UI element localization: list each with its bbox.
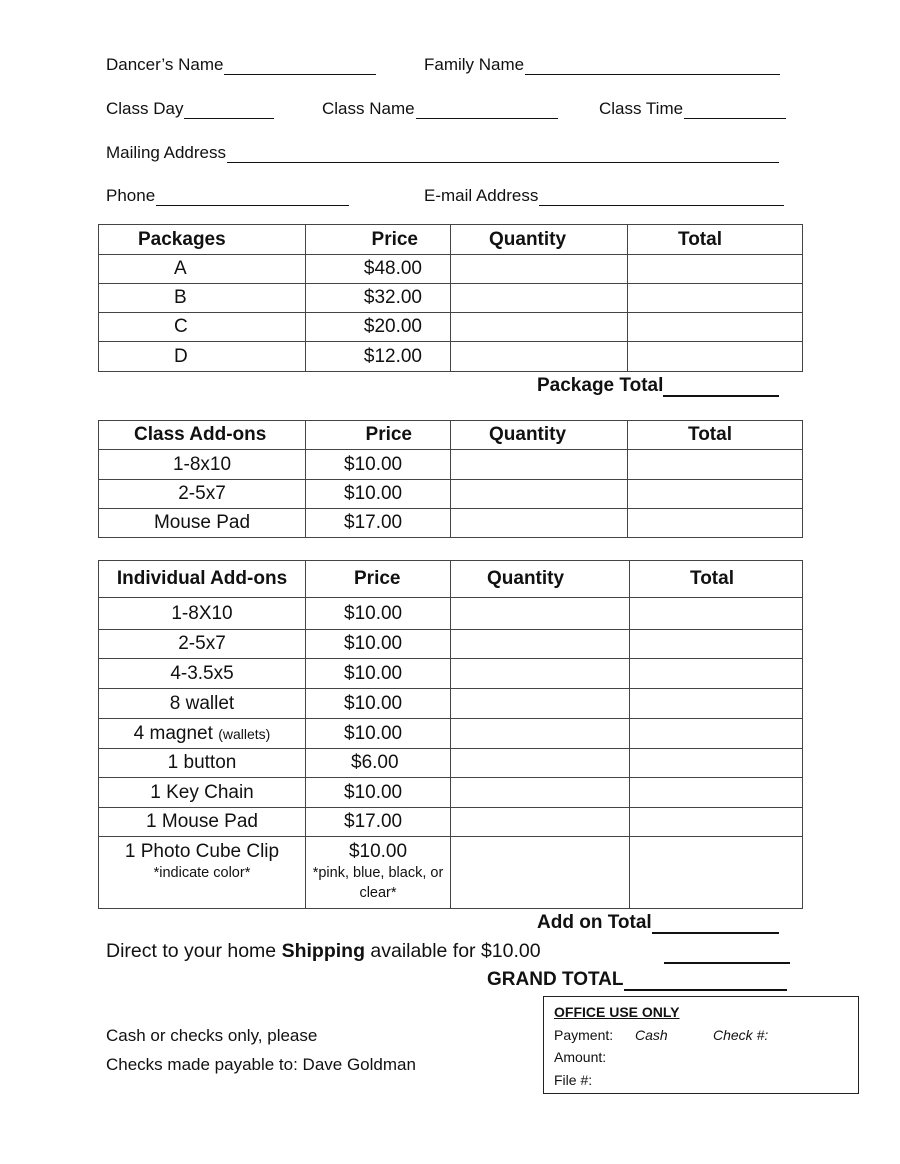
cash-option[interactable]: Cash (635, 1027, 668, 1043)
payment-note-1: Cash or checks only, please (106, 1026, 318, 1045)
shipping-bold: Shipping (281, 940, 365, 962)
table-row (99, 598, 803, 630)
class-addons-header: Class Add-ons (99, 421, 306, 450)
table-row (99, 480, 803, 509)
class-day-line[interactable] (184, 102, 274, 119)
quantity-cell[interactable] (451, 313, 628, 342)
addon-name: 2-5x7 (99, 630, 306, 659)
total-cell[interactable] (630, 719, 803, 749)
addon-price: $17.00 (306, 509, 451, 538)
add-on-total-label: Add on Total (537, 912, 652, 933)
individual-addons-table (98, 560, 803, 909)
total-header: Total (628, 421, 803, 450)
table-header-row (99, 225, 803, 255)
package-name: C (99, 313, 306, 342)
table-row (99, 342, 803, 372)
add-on-total-line[interactable] (652, 914, 779, 934)
packages-header: Packages (99, 225, 306, 255)
total-cell[interactable] (630, 837, 803, 909)
total-cell[interactable] (630, 749, 803, 778)
package-price: $32.00 (306, 284, 451, 313)
addon-price: $10.00 (306, 450, 451, 480)
total-cell[interactable] (630, 659, 803, 689)
family-name-line[interactable] (525, 58, 780, 75)
addon-price: $10.00 (306, 689, 451, 719)
table-row (99, 689, 803, 719)
package-price: $48.00 (306, 255, 451, 284)
quantity-cell[interactable] (451, 598, 630, 630)
table-row (99, 659, 803, 689)
total-cell[interactable] (628, 255, 803, 284)
package-price: $12.00 (306, 342, 451, 372)
package-total-label: Package Total (537, 375, 664, 396)
addon-price: $6.00 (306, 749, 451, 778)
total-cell[interactable] (628, 450, 803, 480)
addon-price-cell (306, 837, 451, 909)
package-total-line[interactable] (663, 377, 779, 397)
addon-name: 1-8x10 (99, 450, 306, 480)
class-time-line[interactable] (684, 102, 786, 119)
package-total-field[interactable] (537, 375, 779, 397)
phone-field[interactable] (106, 186, 349, 206)
office-use-title: OFFICE USE ONLY (554, 1004, 680, 1020)
price-header: Price (306, 225, 451, 255)
total-cell[interactable] (628, 342, 803, 372)
total-cell[interactable] (630, 778, 803, 808)
individual-addons-header: Individual Add-ons (99, 561, 306, 598)
email-field[interactable] (424, 186, 784, 206)
class-day-field[interactable] (106, 99, 274, 119)
table-row (99, 284, 803, 313)
addon-name: 4-3.5x5 (99, 659, 306, 689)
table-row (99, 719, 803, 749)
dancer-name-line[interactable] (224, 58, 376, 75)
quantity-cell[interactable] (451, 837, 630, 909)
shipping-note (106, 940, 541, 963)
class-day-label: Class Day (106, 99, 184, 118)
quantity-cell[interactable] (451, 749, 630, 778)
table-header-row (99, 561, 803, 598)
family-name-label: Family Name (424, 55, 525, 74)
quantity-header: Quantity (451, 421, 628, 450)
addon-name-note: *indicate color* (153, 865, 251, 881)
quantity-cell[interactable] (451, 659, 630, 689)
total-cell[interactable] (628, 480, 803, 509)
table-header-row (99, 421, 803, 450)
phone-line[interactable] (156, 189, 349, 206)
table-row (99, 450, 803, 480)
table-row (99, 255, 803, 284)
grand-total-field[interactable] (487, 969, 787, 991)
total-cell[interactable] (628, 509, 803, 538)
total-cell[interactable] (630, 598, 803, 630)
total-cell[interactable] (630, 689, 803, 719)
table-row (99, 749, 803, 778)
office-use-box (543, 996, 859, 1094)
mailing-address-field[interactable] (106, 143, 779, 163)
file-number-label: File #: (554, 1072, 593, 1088)
addon-price: $10.00 (306, 598, 451, 630)
check-number-label[interactable]: Check #: (713, 1027, 769, 1043)
addon-name-cell (99, 837, 306, 909)
addon-price: $10.00 (306, 719, 451, 749)
quantity-cell[interactable] (451, 509, 628, 538)
table-row (99, 630, 803, 659)
table-row (99, 837, 803, 909)
class-name-label: Class Name (322, 99, 415, 118)
mailing-address-label: Mailing Address (106, 143, 227, 162)
addon-price: $17.00 (306, 808, 451, 837)
quantity-cell[interactable] (451, 342, 628, 372)
total-cell[interactable] (630, 630, 803, 659)
quantity-cell[interactable] (451, 778, 630, 808)
price-header: Price (306, 421, 451, 450)
quantity-header: Quantity (451, 561, 630, 598)
total-cell[interactable] (630, 808, 803, 837)
price-header: Price (306, 561, 451, 598)
shipping-prefix: Direct to your home (106, 940, 282, 962)
amount-label: Amount: (554, 1049, 607, 1065)
addon-name: 8 wallet (99, 689, 306, 719)
table-row (99, 778, 803, 808)
mailing-address-line[interactable] (227, 146, 779, 163)
package-price: $20.00 (306, 313, 451, 342)
addon-price-note: *pink, blue, black, or clear* (312, 865, 444, 901)
addon-price: $10.00 (306, 480, 451, 509)
grand-total-line[interactable] (624, 971, 787, 991)
addon-name: 1 Key Chain (99, 778, 306, 808)
class-time-field[interactable] (599, 99, 786, 119)
class-addons-table (98, 420, 803, 538)
package-name: B (99, 284, 306, 313)
class-time-label: Class Time (599, 99, 684, 118)
dancer-name-field[interactable] (106, 55, 376, 75)
total-cell[interactable] (628, 313, 803, 342)
addon-name: 1 button (99, 749, 306, 778)
quantity-header: Quantity (451, 225, 628, 255)
quantity-cell[interactable] (451, 255, 628, 284)
package-name: A (99, 255, 306, 284)
table-row (99, 313, 803, 342)
payment-label: Payment: (554, 1027, 614, 1043)
payment-note-2: Checks made payable to: Dave Goldman (106, 1055, 416, 1074)
packages-table (98, 224, 803, 372)
addon-price: $10.00 (348, 841, 408, 862)
addon-name: 1-8X10 (99, 598, 306, 630)
addon-name-note: (wallets) (218, 725, 271, 742)
add-on-total-field[interactable] (537, 912, 779, 934)
package-name: D (99, 342, 306, 372)
addon-price: $10.00 (306, 659, 451, 689)
email-label: E-mail Address (424, 186, 539, 205)
dancer-name-label: Dancer’s Name (106, 55, 224, 74)
total-header: Total (628, 225, 803, 255)
shipping-line[interactable] (664, 962, 790, 964)
addon-price: $10.00 (306, 778, 451, 808)
table-row (99, 808, 803, 837)
quantity-cell[interactable] (451, 689, 630, 719)
quantity-cell[interactable] (451, 450, 628, 480)
addon-name: 1 Photo Cube Clip (124, 841, 280, 862)
addon-price: $10.00 (306, 630, 451, 659)
family-name-field[interactable] (424, 55, 780, 75)
quantity-cell[interactable] (451, 719, 630, 749)
addon-name: 1 Mouse Pad (99, 808, 306, 837)
table-row (99, 509, 803, 538)
quantity-cell[interactable] (451, 480, 628, 509)
addon-name: 2-5x7 (99, 480, 306, 509)
addon-name: Mouse Pad (99, 509, 306, 538)
shipping-suffix: available for $10.00 (364, 940, 541, 962)
quantity-cell[interactable] (451, 284, 628, 313)
addon-name: 4 magnet (133, 722, 213, 744)
email-line[interactable] (539, 189, 784, 206)
phone-label: Phone (106, 186, 156, 205)
class-name-line[interactable] (416, 102, 558, 119)
quantity-cell[interactable] (451, 808, 630, 837)
quantity-cell[interactable] (451, 630, 630, 659)
addon-name-cell (99, 719, 306, 749)
total-header: Total (630, 561, 803, 598)
total-cell[interactable] (628, 284, 803, 313)
grand-total-label: GRAND TOTAL (487, 969, 624, 990)
class-name-field[interactable] (322, 99, 558, 119)
